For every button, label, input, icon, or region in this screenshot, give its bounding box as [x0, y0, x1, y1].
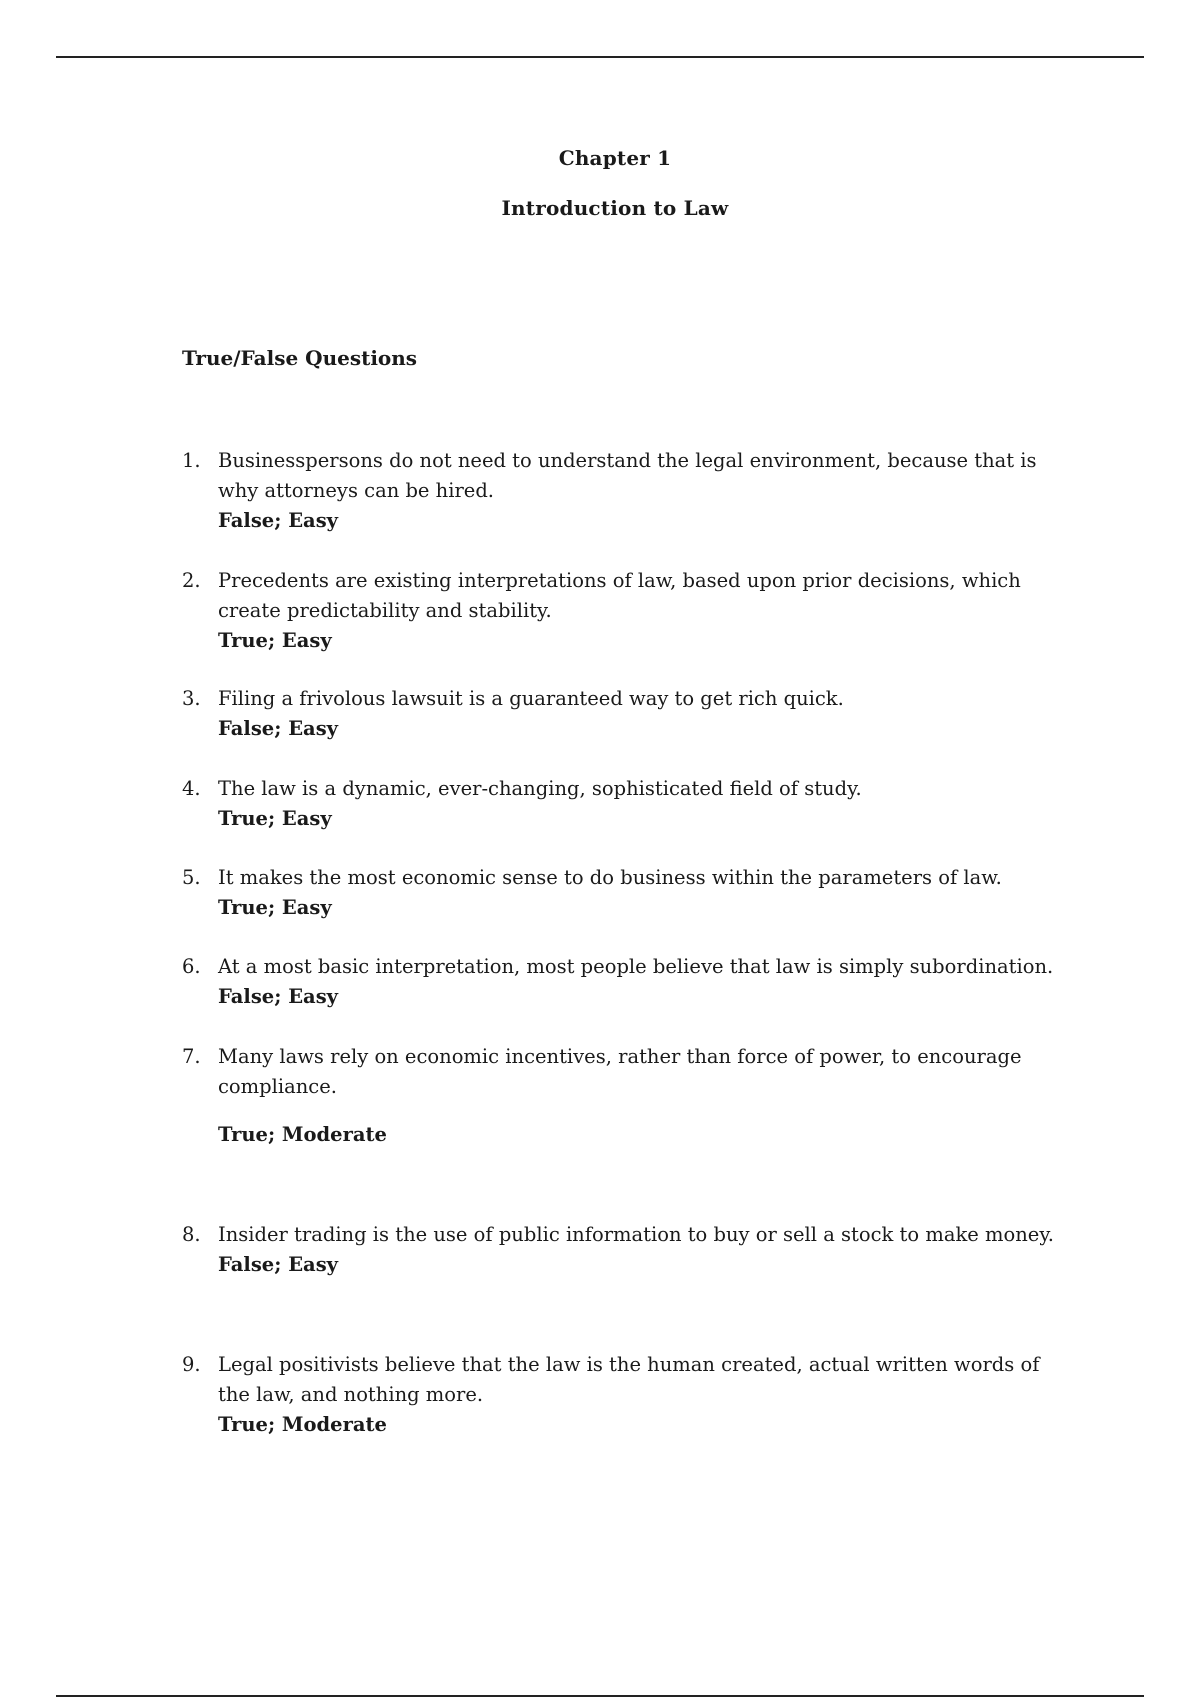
- question-item: [182, 863, 1062, 923]
- question-number: 4.: [182, 777, 201, 800]
- question-answer: False; Easy: [218, 717, 338, 740]
- question-item: [182, 684, 1062, 744]
- bottom-rule: [56, 1695, 1144, 1697]
- question-item: [182, 446, 1062, 536]
- question-item: [182, 1350, 1062, 1440]
- question-item: [182, 774, 1062, 834]
- question-text: At a most basic interpretation, most people believe that law is simply subordination.: [218, 955, 1054, 978]
- section-heading: True/False Questions: [182, 346, 418, 370]
- question-text: Many laws rely on economic incentives, rather than force of power, to encourage compliance.: [218, 1045, 1022, 1098]
- question-number: 6.: [182, 955, 201, 978]
- question-text: Insider trading is the use of public information to buy or sell a stock to make money.: [218, 1223, 1054, 1246]
- question-number: 5.: [182, 866, 201, 889]
- question-answer: False; Easy: [218, 985, 338, 1008]
- question-text: Filing a frivolous lawsuit is a guaranteed way to get rich quick.: [218, 687, 844, 710]
- question-answer: True; Easy: [218, 807, 332, 830]
- question-number: 1.: [182, 449, 201, 472]
- question-text: Precedents are existing interpretations of law, based upon prior decisions, which create predictability and stability.: [218, 569, 1021, 622]
- question-answer: False; Easy: [218, 509, 338, 532]
- question-item: [182, 566, 1062, 656]
- question-number: 9.: [182, 1353, 201, 1376]
- top-rule: [56, 56, 1144, 58]
- question-item: [182, 1220, 1062, 1280]
- question-number: 8.: [182, 1223, 201, 1246]
- question-text: It makes the most economic sense to do business within the parameters of law.: [218, 866, 1002, 889]
- question-text: Businesspersons do not need to understand the legal environment, because that is why attorneys can be hired.: [218, 449, 1037, 502]
- question-answer: True; Easy: [218, 896, 332, 919]
- question-item: [182, 952, 1062, 1012]
- question-answer: True; Moderate: [218, 1123, 387, 1146]
- question-number: 2.: [182, 569, 201, 592]
- question-number: 3.: [182, 687, 201, 710]
- question-answer: True; Moderate: [218, 1413, 387, 1436]
- chapter-subtitle: Introduction to Law: [501, 196, 729, 220]
- question-number: 7.: [182, 1045, 201, 1068]
- question-answer: True; Easy: [218, 629, 332, 652]
- question-item: [182, 1042, 1062, 1150]
- question-answer: False; Easy: [218, 1253, 338, 1276]
- question-text: Legal positivists believe that the law is the human created, actual written words of the law, and nothing more.: [218, 1353, 1040, 1406]
- chapter-title: Chapter 1: [558, 146, 672, 170]
- question-text: The law is a dynamic, ever-changing, sophisticated field of study.: [218, 777, 862, 800]
